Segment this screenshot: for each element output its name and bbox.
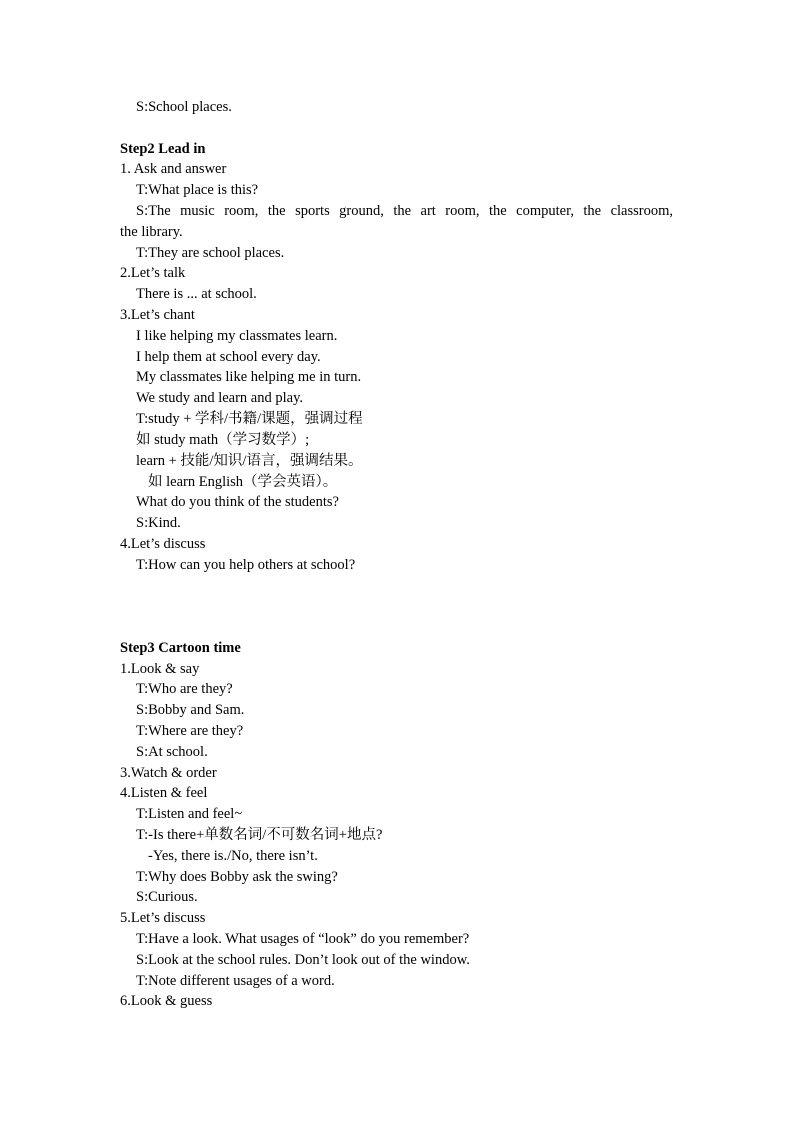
step3-item4-line: T:-Is there+单数名词/不可数名词+地点? [136,827,383,843]
step2-item2-title: 2.Let’s talk [120,265,186,281]
intro-answer: S:School places. [136,99,232,115]
step2-item1-line: S:The music room, the sports ground, the art room, the computer, the classroom, [136,203,673,219]
step2-item3-title: 3.Let’s chant [120,307,195,323]
step2-item1-line: T:What place is this? [136,182,259,198]
step3-item5-line: S:Look at the school rules. Don’t look out of the window. [136,952,470,968]
chant-answer: S:Kind. [136,515,181,531]
step3-item4-line: T:Why does Bobby ask the swing? [136,869,338,885]
step3-item5-line: T:Note different usages of a word. [136,973,335,989]
step2-item4-title: 4.Let’s discuss [120,536,206,552]
step3-item1-line: S:Bobby and Sam. [136,702,245,718]
step2-item2-line: There is ... at school. [136,286,257,302]
study-example: 如 study math（学习数学）; [136,432,310,448]
step2-item1-line: the library. [120,224,183,240]
step3-item6-title: 6.Look & guess [120,993,213,1009]
learn-note: learn + 技能/知识/语言，强调结果。 [136,453,363,469]
step3-item4-title: 4.Listen & feel [120,785,208,801]
step3-item4-line: S:Curious. [136,889,198,905]
step3-item5-title: 5.Let’s discuss [120,910,206,926]
step3-item1-title: 1.Look & say [120,661,200,677]
step2-heading: Step2 Lead in [120,141,206,157]
step3-item1-line: T:Where are they? [136,723,244,739]
chant-line: We study and learn and play. [136,390,304,406]
step3-heading: Step3 Cartoon time [120,640,241,656]
step3-item4-line: T:Listen and feel~ [136,806,243,822]
step3-item5-line: T:Have a look. What usages of “look” do you remember? [136,931,470,947]
step2-item1-title: 1. Ask and answer [120,161,227,177]
learn-example: 如 learn English（学会英语）。 [148,474,338,490]
chant-line: My classmates like helping me in turn. [136,369,362,385]
step2-item1-line: T:They are school places. [136,245,285,261]
chant-line: I help them at school every day. [136,349,321,365]
study-note: T:study + 学科/书籍/课题，强调过程 [136,411,363,427]
step3-item4-line: -Yes, there is./No, there isn’t. [148,848,318,864]
step3-item3-title: 3.Watch & order [120,765,217,781]
chant-question: What do you think of the students? [136,494,339,510]
chant-line: I like helping my classmates learn. [136,328,338,344]
step3-item1-line: S:At school. [136,744,208,760]
step3-item1-line: T:Who are they? [136,681,233,697]
step2-item4-line: T:How can you help others at school? [136,557,356,573]
